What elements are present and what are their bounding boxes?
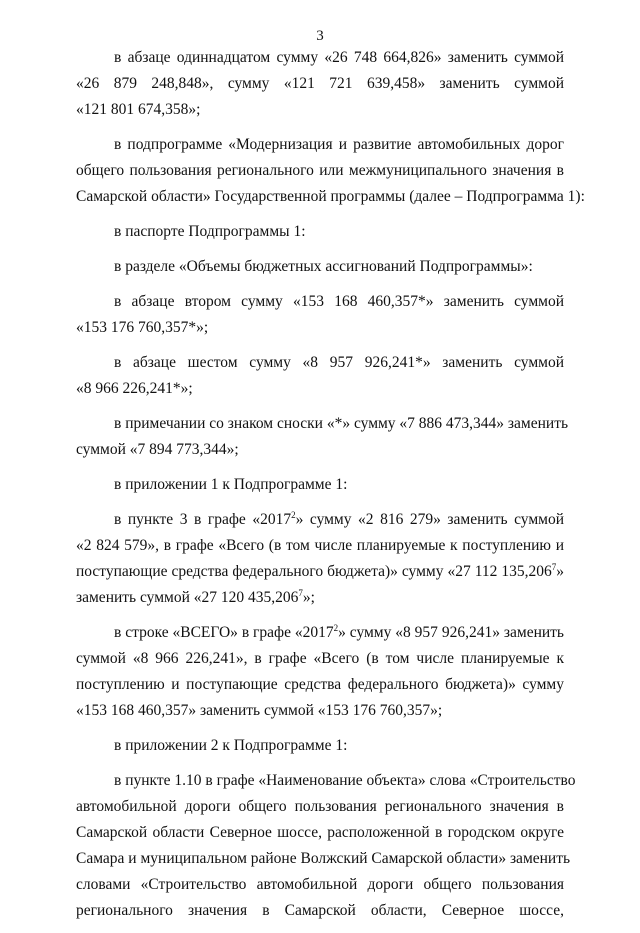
text-line: в приложении 2 к Подпрограмме 1: <box>114 737 348 754</box>
paragraph <box>76 45 564 123</box>
text-line: суммой «8 966 226,241», в графе «Всего (в том числе планируемые к <box>76 650 564 667</box>
text-run: заменить суммой «27 120 435,206 <box>76 589 299 606</box>
text-run: » <box>556 563 564 580</box>
paragraph <box>76 289 564 341</box>
text-line: Самарской области» Государственной программы (далее – Подпрограмма 1): <box>76 188 585 205</box>
text-line: суммой «7 894 773,344»; <box>76 441 239 458</box>
text-run: » сумму «8 957 926,241» заменить <box>338 624 565 641</box>
text-line: поступлению и поступающие средства федерального бюджета)» сумму <box>76 676 564 693</box>
text-line: в паспорте Подпрограммы 1: <box>114 223 306 240</box>
footnote-superscript: 2 <box>291 510 296 520</box>
text-line: в разделе «Объемы бюджетных ассигнований Подпрограммы»: <box>114 258 533 275</box>
text-run: поступающие средства федерального бюджета)» сумму «27 112 135,206 <box>76 563 552 580</box>
paragraph <box>76 733 564 759</box>
text-run: » сумму «2 816 279» заменить суммой <box>295 511 564 528</box>
text-run: в строке «ВСЕГО» в графе «2017 <box>114 624 334 641</box>
text-line: в подпрограмме «Модернизация и развитие автомобильных дорог <box>114 136 564 153</box>
text-line: «2 824 579», в графе «Всего (в том числе планируемые к поступлению и <box>76 537 564 554</box>
text-line <box>76 620 564 646</box>
paragraph <box>76 411 569 463</box>
page-number: 3 <box>316 28 324 44</box>
paragraph <box>76 254 564 280</box>
paragraph <box>76 768 576 924</box>
text-line: регионального значения в Самарской области, Северное шоссе, <box>76 902 564 919</box>
text-line: словами «Строительство автомобильной дороги общего пользования <box>76 876 564 893</box>
text-line: в абзаце шестом сумму «8 957 926,241*» заменить суммой <box>114 354 564 371</box>
text-line: «26 879 248,848», сумму «121 721 639,458» заменить суммой <box>76 75 564 92</box>
text-line <box>76 585 564 611</box>
text-line: в абзаце одиннадцатом сумму «26 748 664,826» заменить суммой <box>114 49 564 66</box>
paragraph <box>76 132 585 210</box>
paragraph <box>76 507 564 611</box>
text-line: Самара и муниципальном районе Волжский Самарской области» заменить <box>76 850 571 867</box>
text-line: автомобильной дороги общего пользования регионального значения в <box>76 798 564 815</box>
footnote-superscript: 7 <box>298 588 303 598</box>
text-run: »; <box>302 589 315 606</box>
text-line: «121 801 674,358»; <box>76 101 201 118</box>
paragraph <box>76 219 564 245</box>
text-line: «8 966 226,241*»; <box>76 380 193 397</box>
text-line: в абзаце втором сумму «153 168 460,357*» заменить суммой <box>114 293 564 310</box>
paragraph <box>76 472 564 498</box>
footnote-superscript: 7 <box>551 562 557 572</box>
text-line <box>76 507 564 533</box>
text-line: в пункте 1.10 в графе «Наименование объекта» слова «Строительство <box>114 772 576 789</box>
text-line: Самарской области Северное шоссе, расположенной в городском округе <box>76 824 564 841</box>
text-line: в примечании со знаком сноски «*» сумму «7 886 473,344» заменить <box>114 415 569 432</box>
text-line: в приложении 1 к Подпрограмме 1: <box>114 476 348 493</box>
text-line <box>76 559 564 585</box>
text-line: общего пользования регионального или межмуниципального значения в <box>76 162 564 179</box>
paragraph <box>76 620 564 724</box>
text-line: «153 176 760,357*»; <box>76 319 209 336</box>
paragraph <box>76 350 564 402</box>
document-body <box>76 45 585 933</box>
text-run: в пункте 3 в графе «2017 <box>114 511 292 528</box>
footnote-superscript: 2 <box>333 623 339 633</box>
text-line: «153 168 460,357» заменить суммой «153 176 760,357»; <box>76 702 443 719</box>
